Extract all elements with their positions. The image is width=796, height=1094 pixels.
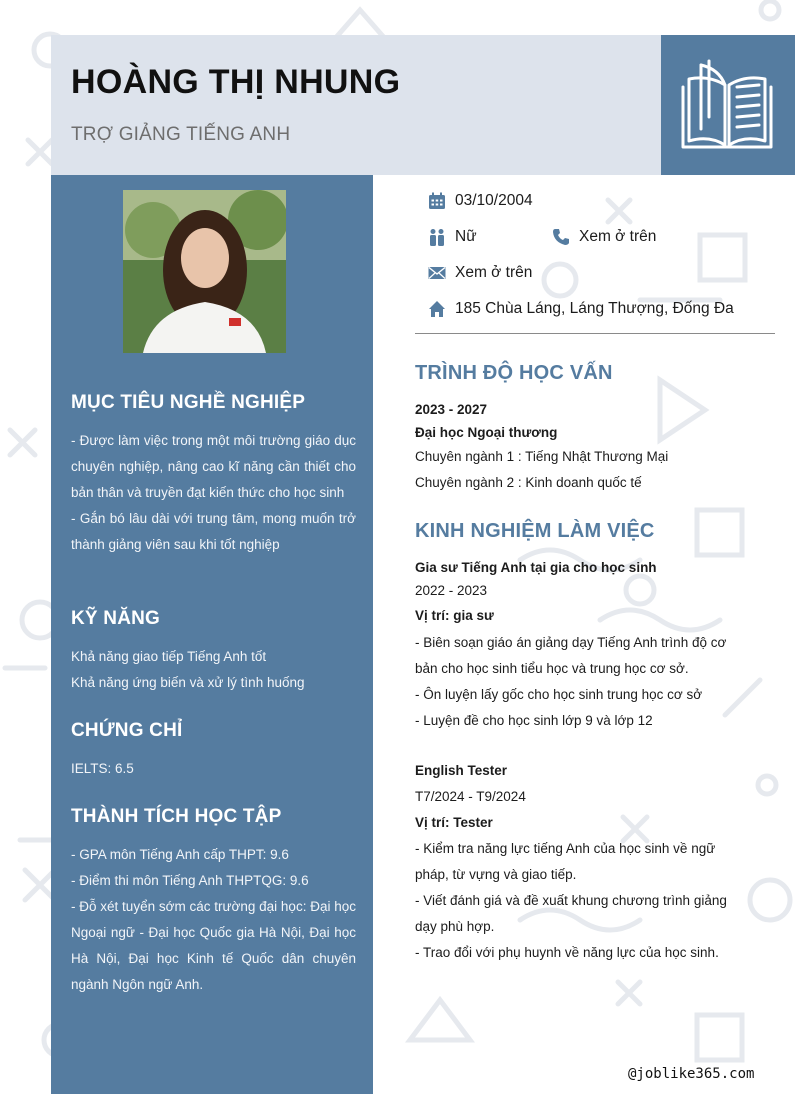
candidate-name: HOÀNG THỊ NHUNG <box>71 63 401 101</box>
objective-item: - Gắn bó lâu dài với trung tâm, mong muốn trở thành giảng viên sau khi tốt nghiệp <box>71 511 356 552</box>
job-duty: - Biên soạn giáo án giảng dạy Tiếng Anh trình độ cơ bản cho học sinh tiểu học và trung học cơ sở. <box>415 635 727 676</box>
skill-item: Khả năng ứng biến và xử lý tình huống <box>71 675 305 690</box>
certificates-heading: CHỨNG CHỈ <box>71 720 183 741</box>
gender-row <box>428 228 477 246</box>
education-period: 2023 - 2027 <box>415 402 488 417</box>
achievements-text <box>71 842 356 998</box>
job-entry <box>415 556 745 734</box>
address-value: 185 Chùa Láng, Láng Thượng, Đống Đa <box>455 300 734 317</box>
job-title: Gia sư Tiếng Anh tại gia cho học sinh <box>415 560 657 575</box>
envelope-icon <box>428 264 446 282</box>
objective-heading: MỤC TIÊU NGHỀ NGHIỆP <box>71 392 306 413</box>
contact-info <box>428 188 778 328</box>
education-block <box>415 398 745 496</box>
phone-row <box>552 228 656 246</box>
header-band <box>51 35 661 175</box>
address-row <box>428 300 734 318</box>
phone-value: Xem ở trên <box>579 228 657 245</box>
job-duty: - Ôn luyện lấy gốc cho học sinh trung học cơ sở <box>415 687 703 702</box>
job-duty: - Viết đánh giá và đề xuất khung chương trình giảng dạy phù hợp. <box>415 893 727 934</box>
job-duty: - Trao đổi với phụ huynh về năng lực của học sinh. <box>415 945 719 960</box>
open-book-icon <box>679 57 775 153</box>
achievement-item: - Điểm thi môn Tiếng Anh THPTQG: 9.6 <box>71 873 309 888</box>
skill-item: Khả năng giao tiếp Tiếng Anh tốt <box>71 649 267 664</box>
education-major: Chuyên ngành 2 : Kinh doanh quốc tế <box>415 475 642 490</box>
birthdate-row <box>428 192 533 210</box>
skills-heading: KỸ NĂNG <box>71 608 161 629</box>
job-title: TRỢ GIẢNG TIẾNG ANH <box>71 124 291 145</box>
certificates-text <box>71 756 356 782</box>
education-school: Đại học Ngoại thương <box>415 425 558 440</box>
skills-text <box>71 644 356 696</box>
avatar <box>123 190 286 353</box>
job-period: T7/2024 - T9/2024 <box>415 789 526 804</box>
divider <box>415 333 775 334</box>
people-icon <box>428 228 446 246</box>
achievement-item: - Đỗ xét tuyển sớm các trường đại học: Đại học Ngoại ngữ - Đại học Quốc gia Hà Nội, Đại học Hà Nội, Đại học Kinh tế Quốc dân chuyên ngành Ngôn ngữ Anh. <box>71 899 356 992</box>
education-major: Chuyên ngành 1 : Tiếng Nhật Thương Mại <box>415 449 669 464</box>
job-duty: - Kiểm tra năng lực tiếng Anh của học sinh về ngữ pháp, từ vựng và giao tiếp. <box>415 841 716 882</box>
job-position: Vị trí: gia sư <box>415 608 494 623</box>
job-position: Vị trí: Tester <box>415 815 493 830</box>
site-watermark: @joblike365.com <box>628 1066 755 1082</box>
education-heading: TRÌNH ĐỘ HỌC VẤN <box>415 362 613 384</box>
objective-text <box>71 428 356 558</box>
birthdate-value: 03/10/2004 <box>455 192 533 209</box>
objective-item: - Được làm việc trong một môi trường giáo dục chuyên nghiệp, nâng cao kĩ năng cần thiết cho bản thân và truyền đạt kiến thức cho học sinh <box>71 433 356 500</box>
phone-icon <box>552 228 570 246</box>
header-icon-box <box>661 35 795 175</box>
job-entry <box>415 758 745 966</box>
job-period: 2022 - 2023 <box>415 583 488 598</box>
gender-value: Nữ <box>455 228 477 245</box>
email-row <box>428 264 532 282</box>
email-value: Xem ở trên <box>455 264 533 281</box>
achievements-heading: THÀNH TÍCH HỌC TẬP <box>71 806 282 827</box>
job-title: English Tester <box>415 763 508 778</box>
certificate-item: IELTS: 6.5 <box>71 761 134 776</box>
home-icon <box>428 300 446 318</box>
achievement-item: - GPA môn Tiếng Anh cấp THPT: 9.6 <box>71 847 289 862</box>
job-duty: - Luyện đề cho học sinh lớp 9 và lớp 12 <box>415 713 653 728</box>
experience-heading: KINH NGHIỆM LÀM VIỆC <box>415 520 655 542</box>
sidebar <box>51 175 373 1094</box>
calendar-icon <box>428 192 446 210</box>
